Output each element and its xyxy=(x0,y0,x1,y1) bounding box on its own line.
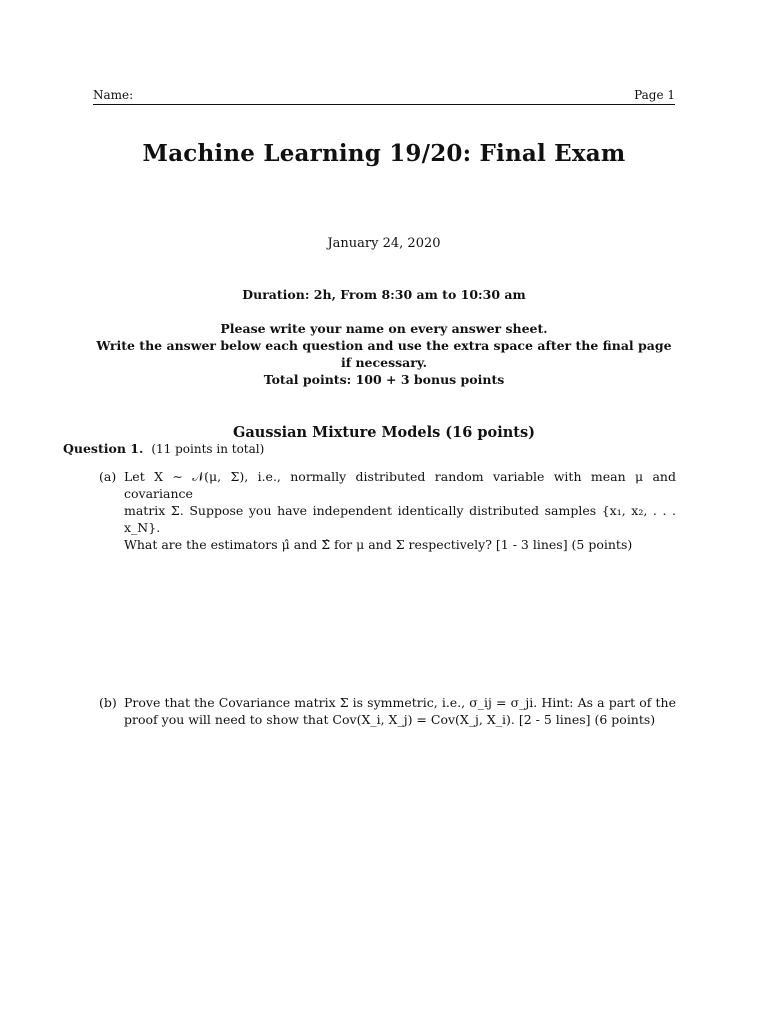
exam-title: Machine Learning 19/20: Final Exam xyxy=(142,140,626,167)
header-rule xyxy=(93,104,675,105)
instructions xyxy=(0,320,768,388)
question-points: (11 points in total) xyxy=(151,442,265,456)
instruction-line: Please write your name on every answer sheet. xyxy=(220,321,548,336)
exam-date: January 24, 2020 xyxy=(327,236,441,251)
part-label: (a) xyxy=(99,469,117,484)
part-label: (b) xyxy=(99,695,117,710)
question-1-header xyxy=(63,441,264,456)
part-line: Prove that the Covariance matrix Σ is symmetric, i.e., σ_ij = σ_ji. Hint: As a part of the xyxy=(124,695,676,710)
page-number: Page 1 xyxy=(634,88,675,102)
part-line: What are the estimators μ̂ and Σ̂ for μ and Σ respectively? [1 - 3 lines] (5 points) xyxy=(124,537,633,552)
part-line: matrix Σ. Suppose you have independent identically distributed samples {x₁, x₂, . . . x_N}. xyxy=(124,503,676,535)
name-label: Name: xyxy=(93,88,134,102)
part-text xyxy=(124,468,676,553)
instruction-line: Write the answer below each question and use the extra space after the final page xyxy=(96,338,672,353)
instruction-line: if necessary. xyxy=(340,355,428,370)
instruction-line: Total points: 100 + 3 bonus points xyxy=(263,372,505,387)
section-title: Gaussian Mixture Models (16 points) xyxy=(233,424,535,441)
question-label: Question 1. xyxy=(63,441,144,456)
part-line: Let X ∼ 𝒩(μ, Σ), i.e., normally distributed random variable with mean μ and covariance xyxy=(124,469,676,501)
part-text xyxy=(124,694,676,728)
part-line: proof you will need to show that Cov(X_i, X_j) = Cov(X_j, X_i). [2 - 5 lines] (6 points) xyxy=(124,712,656,727)
exam-duration: Duration: 2h, From 8:30 am to 10:30 am xyxy=(242,287,526,302)
